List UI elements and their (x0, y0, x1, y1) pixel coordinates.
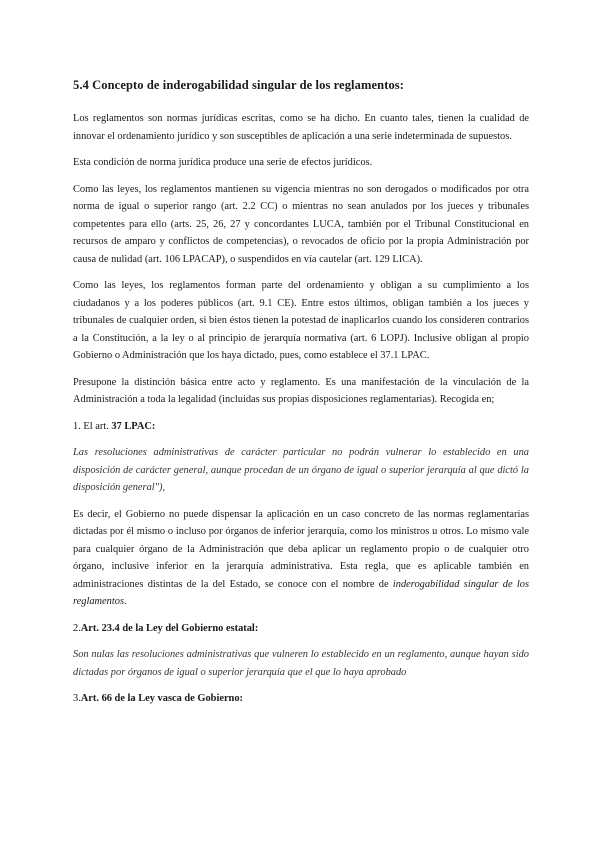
item-2-heading (73, 620, 529, 638)
item-2-label: Art. 23.4 de la Ley del Gobierno estatal: (80, 622, 259, 634)
item-2-prefix: 2. (73, 622, 81, 634)
paragraph-es-decir (73, 506, 529, 611)
paragraph-vigencia: Como las leyes, los reglamentos mantienen su vigencia mientras no son derogados o modificados por otra norma de igual o superior rango (art. 2.2 CC) o mientras no sean anulados por los jueces y tribunales competentes para ello (arts. 25, 26, 27 y concordantes LUCA, también por el Tribunal Constitucional en recursos de amparo y conflictos de competencias), o revocados de oficio por la propia Administración por causa de nulidad (art. 106 LPACAP), o suspendidos en vía cautelar (art. 129 LICA). (73, 183, 529, 265)
item-3-heading (73, 690, 529, 708)
quote-37-lpac: Las resoluciones administrativas de carácter particular no podrán vulnerar lo establecido en una disposición de carácter general, aunque procedan de un órgano de igual o superior jerarquía al que dictó la disposición general"), (73, 447, 529, 493)
paragraph-definition: Los reglamentos son normas jurídicas escritas, como se ha dicho. En cuanto tales, tienen la cualidad de innovar el ordenamiento jurídico y son susceptibles de aplicación a una serie indeterminada de supuestos. (73, 113, 529, 142)
paragraph-obligatoriedad: Como las leyes, los reglamentos forman parte del ordenamiento y obligan a su cumplimiento a los ciudadanos y a los poderes públicos (art. 9.1 CE). Entre estos últimos, obligan también a los jueces y tribunales de cualquier orden, si bien éstos tienen la potestad de inaplicarlos cuando los consideren contrarios a la Constitución, a la ley o al principio de jerarquía normativa (art. 6 LOPJ). Inclusive obligan al propio Gobierno o Administración que los haya dictado, pues, como establece el 37.1 LPAC. (73, 280, 529, 361)
item-1-prefix: 1. El art. (73, 420, 112, 432)
paragraph-distincion: Presupone la distinción básica entre acto y reglamento. Es una manifestación de la vinculación de la Administración a toda la legalidad (incluidas sus propias disposiciones reglamentarias). Recogida en; (73, 376, 529, 405)
item-3-prefix: 3. (73, 693, 81, 704)
paragraph-es-decir-text: Es decir, el Gobierno no puede dispensar la aplicación en un caso concreto de las normas reglamentarias dictadas por él mismo o incluso por órganos de inferior jerarquía, como los ministros u otros. Lo mismo vale para cualquier órgano de la Administración que deba aplicar un reglamento propio o de cualquier otro órgano, inclusive inferior en la jerarquía administrativa. Esta regla, que es aplicable también en administraciones distintas de la del Estado, se conoce con el nombre de (73, 508, 529, 590)
quote-23-4: Son nulas las resoluciones administrativas que vulneren lo establecido en un reglamento, aunque hayan sido dictadas por órganos de igual o superior jerarquía que el que lo haya aprobado (73, 649, 529, 678)
paragraph-effects: Esta condición de norma jurídica produce una serie de efectos jurídicos. (73, 157, 373, 168)
paragraph-es-decir-end: . (123, 596, 127, 607)
inderogabilidad-term: inderogabilidad singular de los reglamentos (73, 578, 529, 607)
section-title: 5.4 Concepto de inderogabilidad singular de los reglamentos: (73, 78, 405, 92)
item-3-label: Art. 66 de la Ley vasca de Gobierno: (80, 693, 243, 704)
item-1-label: 37 LPAC: (111, 420, 156, 432)
item-1-heading (73, 418, 529, 436)
document-page (73, 78, 529, 717)
